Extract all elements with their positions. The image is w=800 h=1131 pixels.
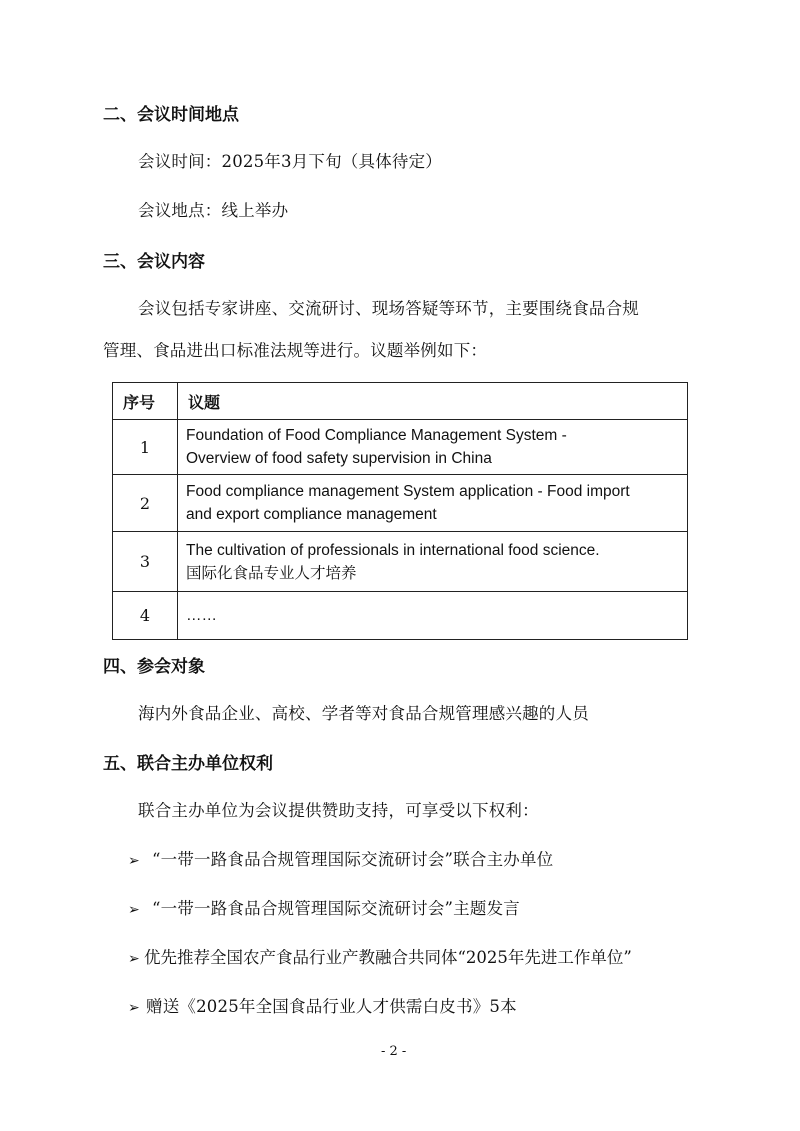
content-paragraph-line-2: 管理、食品进出口标准法规等进行。议题举例如下： bbox=[103, 341, 488, 360]
list-item: ➢ “一带一路食品合规管理国际交流研讨会”主题发言 bbox=[128, 899, 520, 918]
row-number: 3 bbox=[113, 532, 178, 592]
arrow-bullet-icon: ➢ bbox=[128, 853, 140, 869]
table-header-row bbox=[113, 383, 688, 420]
row-number: 2 bbox=[113, 475, 178, 532]
list-item: ➢ 优先推荐全国农产食品行业产教融合共同体“2025年先进工作单位” bbox=[128, 948, 632, 967]
row-number: 4 bbox=[113, 592, 178, 640]
row-topic: The cultivation of professionals in international food science. 国际化食品专业人才培养 bbox=[178, 532, 688, 592]
row-topic: Foundation of Food Compliance Management System - Overview of food safety supervision in China bbox=[178, 420, 688, 475]
list-item: ➢ “一带一路食品合规管理国际交流研讨会”联合主办单位 bbox=[128, 850, 554, 869]
row-topic: Food compliance management System application - Food import and export compliance management bbox=[178, 475, 688, 532]
table-row bbox=[113, 532, 688, 592]
table-row bbox=[113, 475, 688, 532]
list-item: ➢ 赠送《2025年全国食品行业人才供需白皮书》5本 bbox=[128, 997, 517, 1016]
arrow-bullet-icon: ➢ bbox=[128, 951, 140, 967]
row-topic: …… bbox=[178, 592, 688, 640]
table-row bbox=[113, 420, 688, 475]
meeting-place: 会议地点：线上举办 bbox=[138, 201, 289, 220]
row-number: 1 bbox=[113, 420, 178, 475]
arrow-bullet-icon: ➢ bbox=[128, 1000, 140, 1016]
page-number: - 2 - bbox=[381, 1044, 407, 1059]
topics-table bbox=[112, 382, 688, 640]
content-paragraph-line-1: 会议包括专家讲座、交流研讨、现场答疑等环节，主要围绕食品合规 bbox=[138, 299, 639, 318]
table-row bbox=[113, 592, 688, 640]
column-header-topic: 议题 bbox=[178, 383, 688, 420]
meeting-time: 会议时间：2025年3月下旬（具体待定） bbox=[138, 152, 442, 171]
arrow-bullet-icon: ➢ bbox=[128, 902, 140, 918]
section-2-heading: 二、会议时间地点 bbox=[103, 105, 239, 125]
benefits-intro: 联合主办单位为会议提供赞助支持，可享受以下权利： bbox=[138, 801, 539, 820]
column-header-number: 序号 bbox=[113, 383, 178, 420]
section-3-heading: 三、会议内容 bbox=[103, 252, 205, 272]
section-5-heading: 五、联合主办单位权利 bbox=[103, 754, 273, 774]
attendees-text: 海内外食品企业、高校、学者等对食品合规管理感兴趣的人员 bbox=[138, 704, 589, 723]
section-4-heading: 四、参会对象 bbox=[103, 657, 205, 677]
